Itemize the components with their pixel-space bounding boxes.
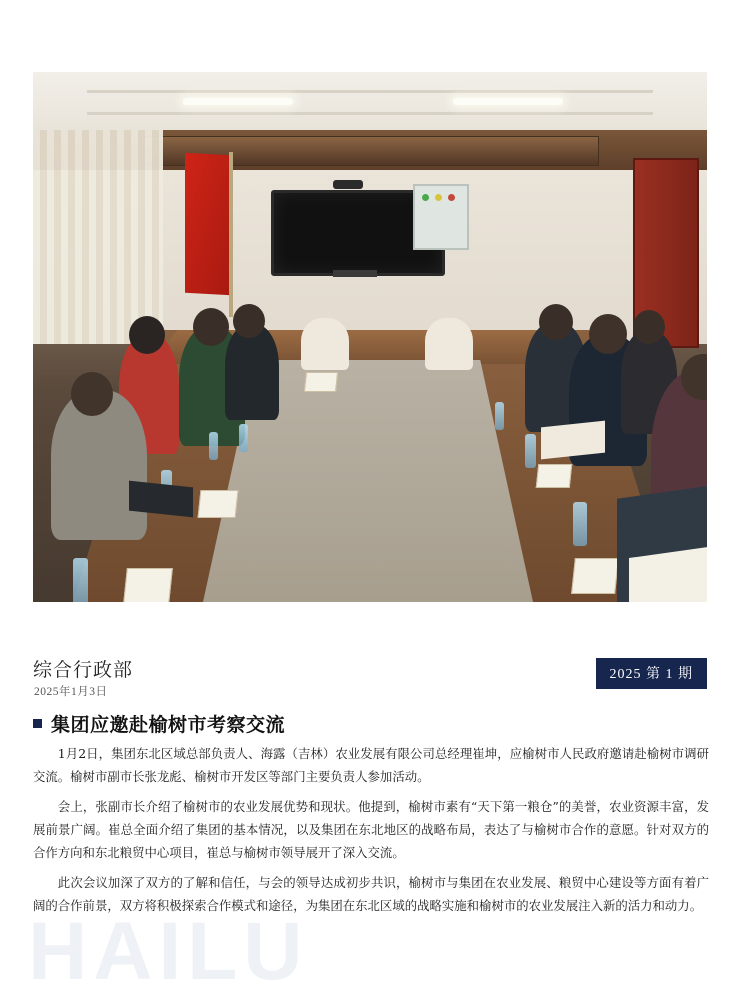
paragraph: 会上，张副市长介绍了榆树市的农业发展优势和现状。他提到，榆树市素有“天下第一粮仓”的美誉，农业资源丰富，发展前景广阔。崔总全面介绍了集团的基本情况，以及集团在东北地区的战略布局，表达了与榆树市合作的意愿。针对双方的合作方向和东北粮贸中心项目，崔总与榆树市领导展开了深入交流。 — [33, 799, 709, 860]
person-head — [589, 314, 627, 354]
person — [225, 324, 279, 420]
department-name: 综合行政部 — [33, 659, 134, 681]
chair — [301, 318, 349, 370]
national-flag — [185, 153, 231, 295]
water-bottle — [525, 434, 536, 468]
photo-scene — [33, 72, 707, 602]
water-bottle — [573, 502, 587, 546]
ceiling-lamp — [183, 98, 293, 105]
square-bullet-icon — [33, 719, 42, 728]
name-card — [571, 558, 619, 594]
display-stand — [333, 270, 377, 277]
ceiling — [33, 72, 707, 130]
window-curtain — [33, 130, 163, 344]
person-head — [193, 308, 229, 346]
issue-badge: 2025 第 1 期 — [596, 658, 708, 689]
person-head — [129, 316, 165, 354]
paragraph: 此次会议加深了双方的了解和信任，与会的领导达成初步共识，榆树市与集团在农业发展、粮贸中心建设等方面有着广阔的合作前景，双方将积极探索合作模式和途径，为集团在东北区域的战略实施和榆树市的农业发展注入新的活力和动力。 — [33, 875, 709, 913]
video-camera — [333, 180, 363, 189]
name-card — [198, 490, 239, 518]
wall-control-panel — [413, 184, 469, 250]
headline-row — [33, 710, 285, 737]
person-head — [633, 310, 665, 344]
water-bottle — [209, 432, 218, 460]
brand-watermark: HAILU — [28, 906, 309, 997]
person-head — [71, 372, 113, 416]
name-card — [536, 464, 573, 488]
name-card — [304, 372, 338, 392]
document-paper — [541, 421, 605, 460]
publish-date: 2025年1月3日 — [34, 686, 108, 698]
article-body — [33, 742, 709, 924]
name-card — [123, 568, 173, 602]
water-bottle — [495, 402, 504, 430]
paragraph: 1月2日，集团东北区域总部负责人、海露（吉林）农业发展有限公司总经理崔坤，应榆树市人民政府邀请赴榆树市调研交流。榆树市副市长张龙彪、榆树市开发区等部门主要负责人参加活动。 — [33, 746, 709, 784]
person-head — [233, 304, 265, 338]
water-bottle — [239, 424, 248, 452]
chair — [425, 318, 473, 370]
ceiling-lamp — [453, 98, 563, 105]
person-head — [539, 304, 573, 340]
water-bottle — [73, 558, 88, 602]
article-headline: 集团应邀赴榆树市考察交流 — [51, 714, 286, 736]
meeting-photo — [33, 72, 707, 602]
flag-pole — [229, 152, 233, 317]
